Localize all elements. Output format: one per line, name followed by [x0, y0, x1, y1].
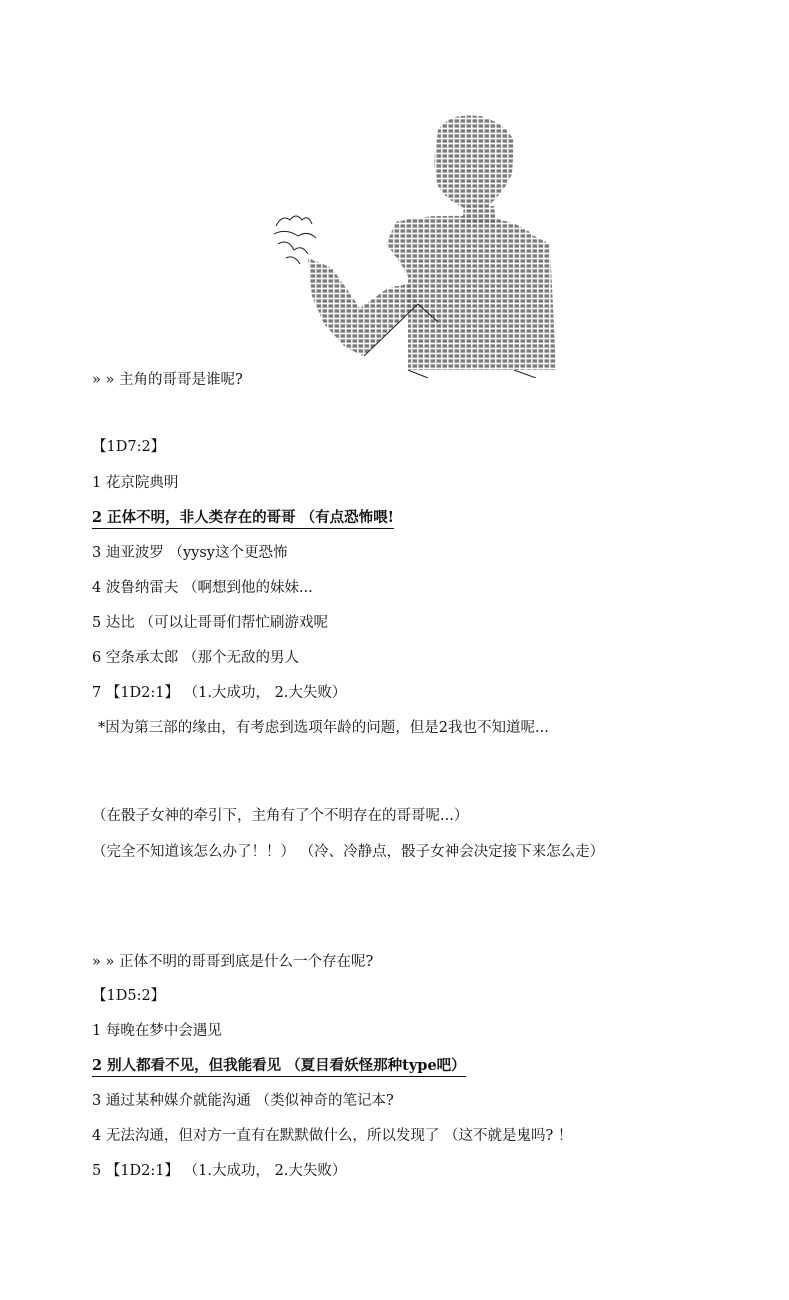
- section2-prompt: » » 正体不明的哥哥到底是什么一个存在呢?: [92, 954, 374, 970]
- section2-option-3: 3 通过某种媒介就能沟通 （类似神奇的笔记本?: [92, 1093, 394, 1109]
- section1-option-5: 5 达比 （可以让哥哥们帮忙刷游戏呢: [92, 615, 328, 631]
- section1-option-2-selected: [92, 508, 394, 528]
- ascii-art-figure: [268, 108, 568, 378]
- figure-hand: [274, 216, 316, 264]
- selected-option-text: 2 正体不明，非人类存在的哥哥 （有点恐怖喂!: [92, 509, 394, 529]
- narration-line-1: （在骰子女神的牵引下，主角有了个不明存在的哥哥呢...）: [92, 808, 469, 824]
- section1-roll: 【1D7:2】: [92, 439, 166, 455]
- section2-option-2-selected: [92, 1056, 466, 1076]
- section2-option-1: 1 每晚在梦中会遇见: [92, 1023, 222, 1039]
- section2-option-5: 5 【1D2:1】 （1.大成功， 2.大失败）: [92, 1163, 347, 1179]
- section2-roll: 【1D5:2】: [92, 988, 166, 1004]
- section2-option-4: 4 无法沟通，但对方一直有在默默做什么，所以发现了 （这不就是鬼吗? ！: [92, 1128, 573, 1144]
- section1-option-6: 6 空条承太郎 （那个无敌的男人: [92, 650, 299, 666]
- figure-head: [434, 115, 514, 208]
- section1-option-3: 3 迪亚波罗 （yysy这个更恐怖: [92, 545, 288, 561]
- section1-option-4: 4 波鲁纳雷夫 （啊想到他的妹妹...: [92, 580, 313, 596]
- selected-option-text: 2 别人都看不见，但我能看见 （夏目看妖怪那种type吧）: [92, 1057, 466, 1077]
- section1-option-7: 7 【1D2:1】 （1.大成功， 2.大失败）: [92, 685, 347, 701]
- section1-option-1: 1 花京院典明: [92, 475, 179, 491]
- narration-line-2: （完全不知道该怎么办了！！） （冷、冷静点，骰子女神会决定接下来怎么走）: [92, 844, 605, 860]
- section1-prompt: » » 主角的哥哥是谁呢?: [92, 372, 243, 388]
- section1-note: *因为第三部的缘由，有考虑到选项年龄的问题，但是2我也不知道呢...: [98, 720, 549, 736]
- figure-arm: [308, 258, 418, 356]
